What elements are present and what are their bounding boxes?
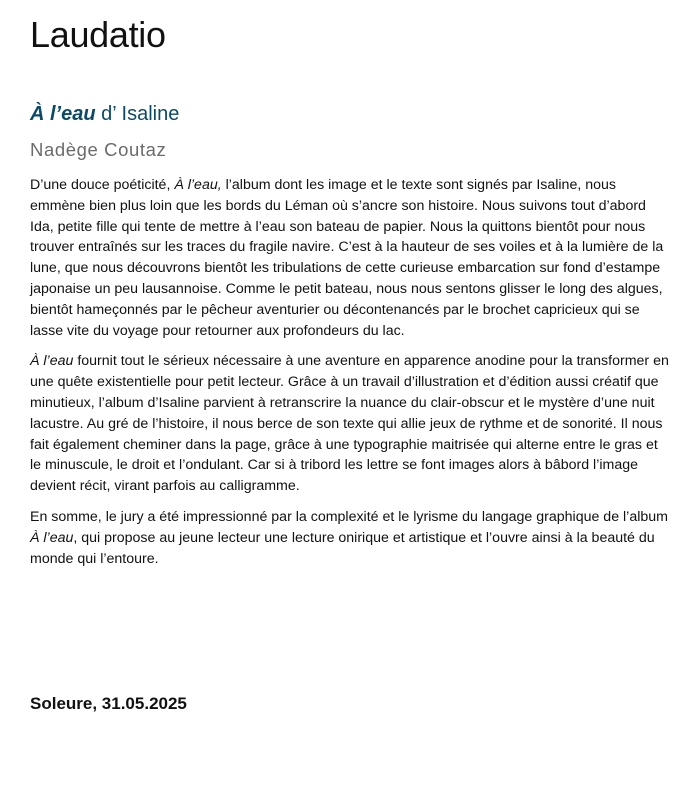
paragraph-3-book-name: À l’eau <box>30 529 74 546</box>
paragraph-1-intro: D’une douce poéticité, <box>30 177 175 193</box>
document-title: Laudatio <box>30 14 166 55</box>
book-author-suffix: d’ Isaline <box>95 103 180 125</box>
laudatio-author: Nadège Coutaz <box>30 139 167 160</box>
paragraph-1-book-name: À l’eau, <box>174 177 222 193</box>
paragraph-2-book-name: À l’eau <box>30 353 74 370</box>
place-and-date: Soleure, 31.05.2025 <box>30 694 187 713</box>
paragraph-1 <box>30 175 672 341</box>
paragraph-2-text: fournit tout le sérieux nécessaire à une aventure en apparence anodine pour la transformer en une quête existentielle pour petit lecteur. Grâce à un travail d’illustration et d’édition aussi créatif que minutieux, l’album d’Isaline parvient à retranscrire la nuance du clair-obscur et le mystère d’une nuit lacustre. Au gré de l’histoire, il nous berce de son texte qui allie jeux de rythme et de sonorité. Il nous fait également cheminer dans la page, grâce à une typographie maitrisée qui alterne entre le gras et le minuscule, le droit et l’ondulant. Car si à tribord les lettre se font images alors à bâbord l’image devient récit, virant parfois au calligramme. <box>30 353 669 495</box>
laudatio-body <box>30 175 672 579</box>
paragraph-2 <box>30 351 672 497</box>
paragraph-1-text: l’album dont les image et le texte sont signés par Isaline, nous emmène bien plus loin que les bords du Léman où s’ancre son histoire. Nous suivons tout d’abord Ida, petite fille qui tente de mettre à l’eau son bateau de papier. Nous la quittons bientôt pour nous trouver entraînés sur les traces du fragile navire. C’est à la hauteur de ses voiles et à la lumière de la lune, que nous découvrons bientôt les tribulations de cette curieuse embarcation sur fond d’estampe japonaise un peu lausannoise. Comme le petit bateau, nous nous sentons glisser le long des algues, bientôt hameçonnés par le pêcheur aventurier ou décontenancés par le brochet capricieux qui se lasse vite du voyage pour retourner aux profondeurs du lac. <box>30 177 664 339</box>
book-name: À l’eau <box>30 103 96 125</box>
paragraph-3-text: , qui propose au jeune lecteur une lecture onirique et artistique et l’ouvre ainsi à la beauté du monde qui l’entoure. <box>30 529 655 567</box>
book-title <box>30 103 179 126</box>
paragraph-3-intro: En somme, le jury a été impressionné par la complexité et le lyrisme du langage graphique de l’album <box>30 508 668 525</box>
paragraph-3 <box>30 507 672 569</box>
